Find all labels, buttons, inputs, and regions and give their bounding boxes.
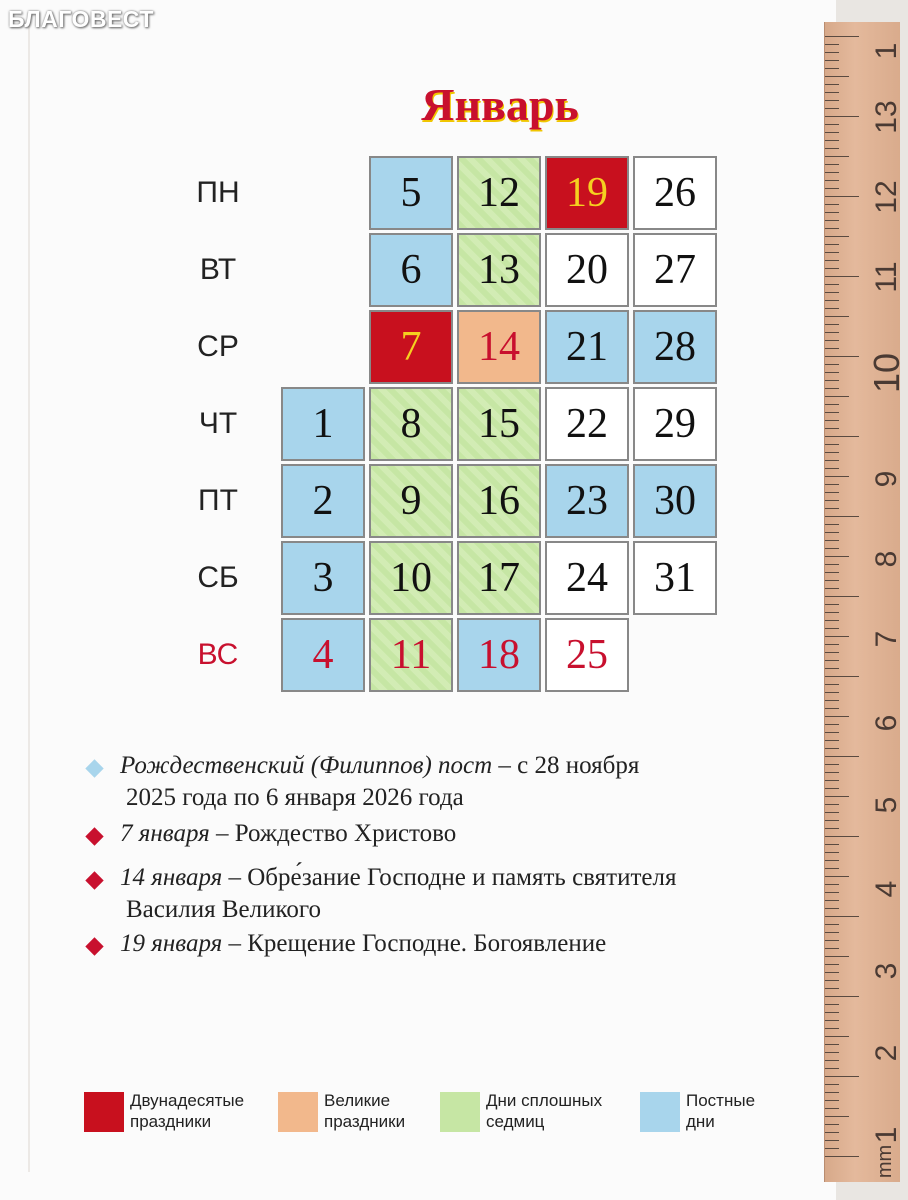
ruler-number: 4 bbox=[870, 880, 903, 898]
ruler-tick bbox=[825, 1116, 849, 1117]
ruler-tick bbox=[825, 452, 839, 453]
ruler-tick bbox=[825, 388, 839, 389]
day-cell: 7 bbox=[369, 310, 453, 384]
day-cell: 11 bbox=[369, 618, 453, 692]
ruler-tick bbox=[825, 796, 849, 797]
ruler-tick bbox=[825, 460, 839, 461]
note-date: Рождественский (Филиппов) пост bbox=[120, 752, 493, 779]
ruler-tick bbox=[825, 1132, 839, 1133]
ruler-tick bbox=[825, 980, 839, 981]
weekday-label: ПТ bbox=[198, 484, 238, 517]
ruler-tick bbox=[825, 812, 839, 813]
day-cell: 23 bbox=[545, 464, 629, 538]
ruler-tick bbox=[825, 988, 839, 989]
ruler-tick bbox=[825, 1020, 839, 1021]
ruler-tick bbox=[825, 684, 839, 685]
ruler-tick bbox=[825, 756, 859, 757]
ruler-tick bbox=[825, 1124, 839, 1125]
day-cell: 14 bbox=[457, 310, 541, 384]
ruler-tick bbox=[825, 1036, 849, 1037]
ruler-tick bbox=[825, 588, 839, 589]
ruler-number: 9 bbox=[870, 470, 903, 488]
note-continuation: Василия Великого bbox=[126, 896, 321, 923]
ruler-tick bbox=[825, 900, 839, 901]
legend-label-line: Двунадесятые bbox=[130, 1091, 245, 1110]
ruler-tick bbox=[825, 1076, 859, 1077]
day-cell: 26 bbox=[633, 156, 717, 230]
legend-label bbox=[686, 1090, 755, 1132]
ruler-tick bbox=[825, 324, 839, 325]
day-cell: 19 bbox=[545, 156, 629, 230]
ruler-tick bbox=[825, 260, 839, 261]
ruler-tick bbox=[825, 740, 839, 741]
ruler-tick bbox=[825, 1100, 839, 1101]
day-cell: 28 bbox=[633, 310, 717, 384]
note-continuation: 2025 года по 6 января 2026 года bbox=[126, 784, 464, 811]
weekday-label: СБ bbox=[197, 561, 239, 594]
ruler-tick bbox=[825, 996, 859, 997]
ruler-tick bbox=[825, 316, 849, 317]
legend-label bbox=[130, 1090, 244, 1132]
ruler-unit: mm bbox=[874, 1144, 897, 1179]
note-description: – Крещение Господне. Богоявление bbox=[222, 930, 607, 957]
ruler-tick bbox=[825, 92, 839, 93]
ruler-number: 8 bbox=[870, 550, 903, 568]
ruler-tick bbox=[825, 540, 839, 541]
legend-label-line: Постные bbox=[686, 1091, 756, 1110]
day-cell: 6 bbox=[369, 233, 453, 307]
day-cell: 27 bbox=[633, 233, 717, 307]
day-cell: 18 bbox=[457, 618, 541, 692]
ruler bbox=[824, 22, 907, 1182]
ruler-tick bbox=[825, 132, 839, 133]
ruler-tick bbox=[825, 1012, 839, 1013]
legend-swatch bbox=[278, 1092, 318, 1132]
ruler-number: 1 bbox=[870, 42, 903, 60]
ruler-tick bbox=[825, 972, 839, 973]
weekday-label: ВТ bbox=[199, 253, 237, 286]
ruler-tick bbox=[825, 204, 839, 205]
ruler-tick bbox=[825, 396, 849, 397]
diamond-bullet-icon bbox=[85, 759, 103, 777]
day-cell: 1 bbox=[281, 387, 365, 461]
ruler-tick bbox=[825, 308, 839, 309]
day-cell: 12 bbox=[457, 156, 541, 230]
ruler-tick bbox=[825, 940, 839, 941]
legend-label bbox=[324, 1090, 405, 1132]
ruler-tick bbox=[825, 68, 839, 69]
ruler-tick bbox=[825, 820, 839, 821]
ruler-tick bbox=[825, 772, 839, 773]
diamond-bullet-icon bbox=[85, 937, 103, 955]
ruler-tick bbox=[825, 1004, 839, 1005]
day-cell: 31 bbox=[633, 541, 717, 615]
ruler-tick bbox=[825, 268, 839, 269]
ruler-tick bbox=[825, 548, 839, 549]
ruler-tick bbox=[825, 908, 839, 909]
day-cell: 17 bbox=[457, 541, 541, 615]
ruler-tick bbox=[825, 140, 839, 141]
ruler-tick bbox=[825, 332, 839, 333]
page-edge bbox=[28, 22, 30, 1172]
diamond-bullet-icon bbox=[85, 871, 103, 889]
ruler-tick bbox=[825, 44, 839, 45]
ruler-tick bbox=[825, 660, 839, 661]
ruler-tick bbox=[825, 412, 839, 413]
ruler-tick bbox=[825, 868, 839, 869]
ruler-tick bbox=[825, 164, 839, 165]
note-date: 14 января bbox=[120, 864, 223, 891]
ruler-tick bbox=[825, 604, 839, 605]
ruler-tick bbox=[825, 924, 839, 925]
ruler-tick bbox=[825, 892, 839, 893]
day-cell: 3 bbox=[281, 541, 365, 615]
ruler-tick bbox=[825, 476, 849, 477]
ruler-tick bbox=[825, 196, 859, 197]
ruler-tick bbox=[825, 668, 839, 669]
ruler-tick bbox=[825, 84, 839, 85]
ruler-tick bbox=[825, 1068, 839, 1069]
ruler-tick bbox=[825, 180, 839, 181]
ruler-tick bbox=[825, 732, 839, 733]
ruler-tick bbox=[825, 692, 839, 693]
day-cell: 21 bbox=[545, 310, 629, 384]
ruler-tick bbox=[825, 964, 839, 965]
day-cell: 22 bbox=[545, 387, 629, 461]
ruler-tick bbox=[825, 60, 839, 61]
ruler-tick bbox=[825, 716, 849, 717]
day-cell: 2 bbox=[281, 464, 365, 538]
ruler-tick bbox=[825, 708, 839, 709]
note-description: – Рождество Христово bbox=[209, 820, 457, 847]
ruler-tick bbox=[825, 220, 839, 221]
ruler-tick bbox=[825, 276, 859, 277]
ruler-tick bbox=[825, 876, 849, 877]
ruler-tick bbox=[825, 156, 849, 157]
ruler-tick bbox=[825, 1084, 839, 1085]
day-cell: 20 bbox=[545, 233, 629, 307]
ruler-tick bbox=[825, 1156, 859, 1157]
ruler-tick bbox=[825, 244, 839, 245]
ruler-tick bbox=[825, 628, 839, 629]
ruler-tick bbox=[825, 1044, 839, 1045]
month-title: Январь bbox=[421, 79, 579, 130]
day-cell: 30 bbox=[633, 464, 717, 538]
ruler-tick bbox=[825, 948, 839, 949]
note-description: – Обре́зание Господне и память святителя bbox=[222, 864, 677, 891]
ruler-tick bbox=[825, 596, 859, 597]
ruler-number: 10 bbox=[866, 352, 907, 393]
day-cell: 10 bbox=[369, 541, 453, 615]
ruler-tick bbox=[825, 356, 859, 357]
ruler-tick bbox=[825, 700, 839, 701]
ruler-tick bbox=[825, 956, 849, 957]
day-cell: 8 bbox=[369, 387, 453, 461]
ruler-tick bbox=[825, 148, 839, 149]
ruler-number: 13 bbox=[870, 100, 903, 134]
ruler-tick bbox=[825, 124, 839, 125]
watermark: БЛАГОВЕСТ bbox=[8, 6, 154, 32]
weekday-label: ПН bbox=[196, 176, 240, 209]
day-cell: 25 bbox=[545, 618, 629, 692]
day-cell: 4 bbox=[281, 618, 365, 692]
ruler-tick bbox=[825, 580, 839, 581]
legend-label bbox=[486, 1090, 602, 1132]
ruler-tick bbox=[825, 804, 839, 805]
ruler-tick bbox=[825, 932, 839, 933]
weekday-label: ЧТ bbox=[198, 407, 238, 440]
ruler-tick bbox=[825, 292, 839, 293]
ruler-number: 5 bbox=[870, 796, 903, 814]
ruler-tick bbox=[825, 556, 849, 557]
ruler-tick bbox=[825, 252, 839, 253]
weekday-label: ВС bbox=[197, 638, 239, 671]
legend-label-line: праздники bbox=[130, 1112, 212, 1131]
ruler-tick bbox=[825, 52, 839, 53]
ruler-tick bbox=[825, 436, 859, 437]
ruler-tick bbox=[825, 300, 839, 301]
legend-swatch bbox=[84, 1092, 124, 1132]
legend-swatch bbox=[440, 1092, 480, 1132]
ruler-tick bbox=[825, 236, 849, 237]
weekday-label: СР bbox=[197, 330, 239, 363]
day-cell: 24 bbox=[545, 541, 629, 615]
legend-label-line: дни bbox=[686, 1112, 715, 1131]
ruler-tick bbox=[825, 484, 839, 485]
ruler-tick bbox=[825, 228, 839, 229]
day-cell: 13 bbox=[457, 233, 541, 307]
ruler-tick bbox=[825, 884, 839, 885]
day-cell: 16 bbox=[457, 464, 541, 538]
ruler-tick bbox=[825, 764, 839, 765]
legend-label-line: Великие bbox=[324, 1091, 391, 1110]
ruler-tick bbox=[825, 620, 839, 621]
ruler-tick bbox=[825, 508, 839, 509]
ruler-tick bbox=[825, 532, 839, 533]
ruler-tick bbox=[825, 212, 839, 213]
ruler-tick bbox=[825, 420, 839, 421]
ruler-tick bbox=[825, 76, 849, 77]
ruler-tick bbox=[825, 284, 839, 285]
ruler-tick bbox=[825, 836, 859, 837]
ruler-tick bbox=[825, 644, 839, 645]
ruler-number: 6 bbox=[870, 714, 903, 732]
ruler-tick bbox=[825, 36, 859, 37]
ruler-tick bbox=[825, 468, 839, 469]
legend-label-line: Дни сплошных bbox=[486, 1091, 603, 1110]
ruler-tick bbox=[825, 1140, 839, 1141]
ruler-number: 7 bbox=[870, 630, 903, 648]
ruler-tick bbox=[825, 860, 839, 861]
ruler-number: 2 bbox=[870, 1044, 903, 1062]
day-cell: 5 bbox=[369, 156, 453, 230]
ruler-tick bbox=[825, 492, 839, 493]
ruler-tick bbox=[825, 724, 839, 725]
ruler-tick bbox=[825, 636, 849, 637]
diamond-bullet-icon bbox=[85, 827, 103, 845]
ruler-tick bbox=[825, 612, 839, 613]
ruler-tick bbox=[825, 828, 839, 829]
legend-label-line: праздники bbox=[324, 1112, 406, 1131]
note-description: – с 28 ноября bbox=[492, 752, 640, 779]
ruler-tick bbox=[825, 524, 839, 525]
ruler-tick bbox=[825, 1148, 839, 1149]
ruler-tick bbox=[825, 564, 839, 565]
legend-swatch bbox=[640, 1092, 680, 1132]
ruler-tick bbox=[825, 444, 839, 445]
ruler-tick bbox=[825, 916, 859, 917]
ruler-tick bbox=[825, 380, 839, 381]
day-cell: 29 bbox=[633, 387, 717, 461]
ruler-number: 3 bbox=[870, 962, 903, 980]
ruler-tick bbox=[825, 748, 839, 749]
day-cell: 15 bbox=[457, 387, 541, 461]
ruler-tick bbox=[825, 1092, 839, 1093]
ruler-tick bbox=[825, 172, 839, 173]
day-cell: 9 bbox=[369, 464, 453, 538]
ruler-tick bbox=[825, 340, 839, 341]
ruler-tick bbox=[825, 428, 839, 429]
ruler-tick bbox=[825, 572, 839, 573]
ruler-tick bbox=[825, 516, 859, 517]
ruler-tick bbox=[825, 404, 839, 405]
ruler-tick bbox=[825, 108, 839, 109]
ruler-tick bbox=[825, 852, 839, 853]
ruler-tick bbox=[825, 364, 839, 365]
ruler-tick bbox=[825, 788, 839, 789]
ruler-tick bbox=[825, 1052, 839, 1053]
ruler-tick bbox=[825, 652, 839, 653]
ruler-tick bbox=[825, 1108, 839, 1109]
ruler-tick bbox=[825, 500, 839, 501]
legend-label-line: седмиц bbox=[486, 1112, 545, 1131]
ruler-tick bbox=[825, 844, 839, 845]
ruler-tick bbox=[825, 116, 859, 117]
ruler-tick bbox=[825, 348, 839, 349]
ruler-tick bbox=[825, 1060, 839, 1061]
ruler-tick bbox=[825, 780, 839, 781]
note-date: 7 января bbox=[120, 820, 210, 847]
ruler-number: 11 bbox=[870, 261, 903, 293]
ruler-tick bbox=[825, 1028, 839, 1029]
ruler-tick bbox=[825, 676, 859, 677]
note-date: 19 января bbox=[120, 930, 223, 957]
ruler-tick bbox=[825, 188, 839, 189]
ruler-tick bbox=[825, 100, 839, 101]
ruler-number: 1 bbox=[870, 1126, 903, 1144]
ruler-number: 12 bbox=[870, 180, 903, 214]
ruler-tick bbox=[825, 372, 839, 373]
